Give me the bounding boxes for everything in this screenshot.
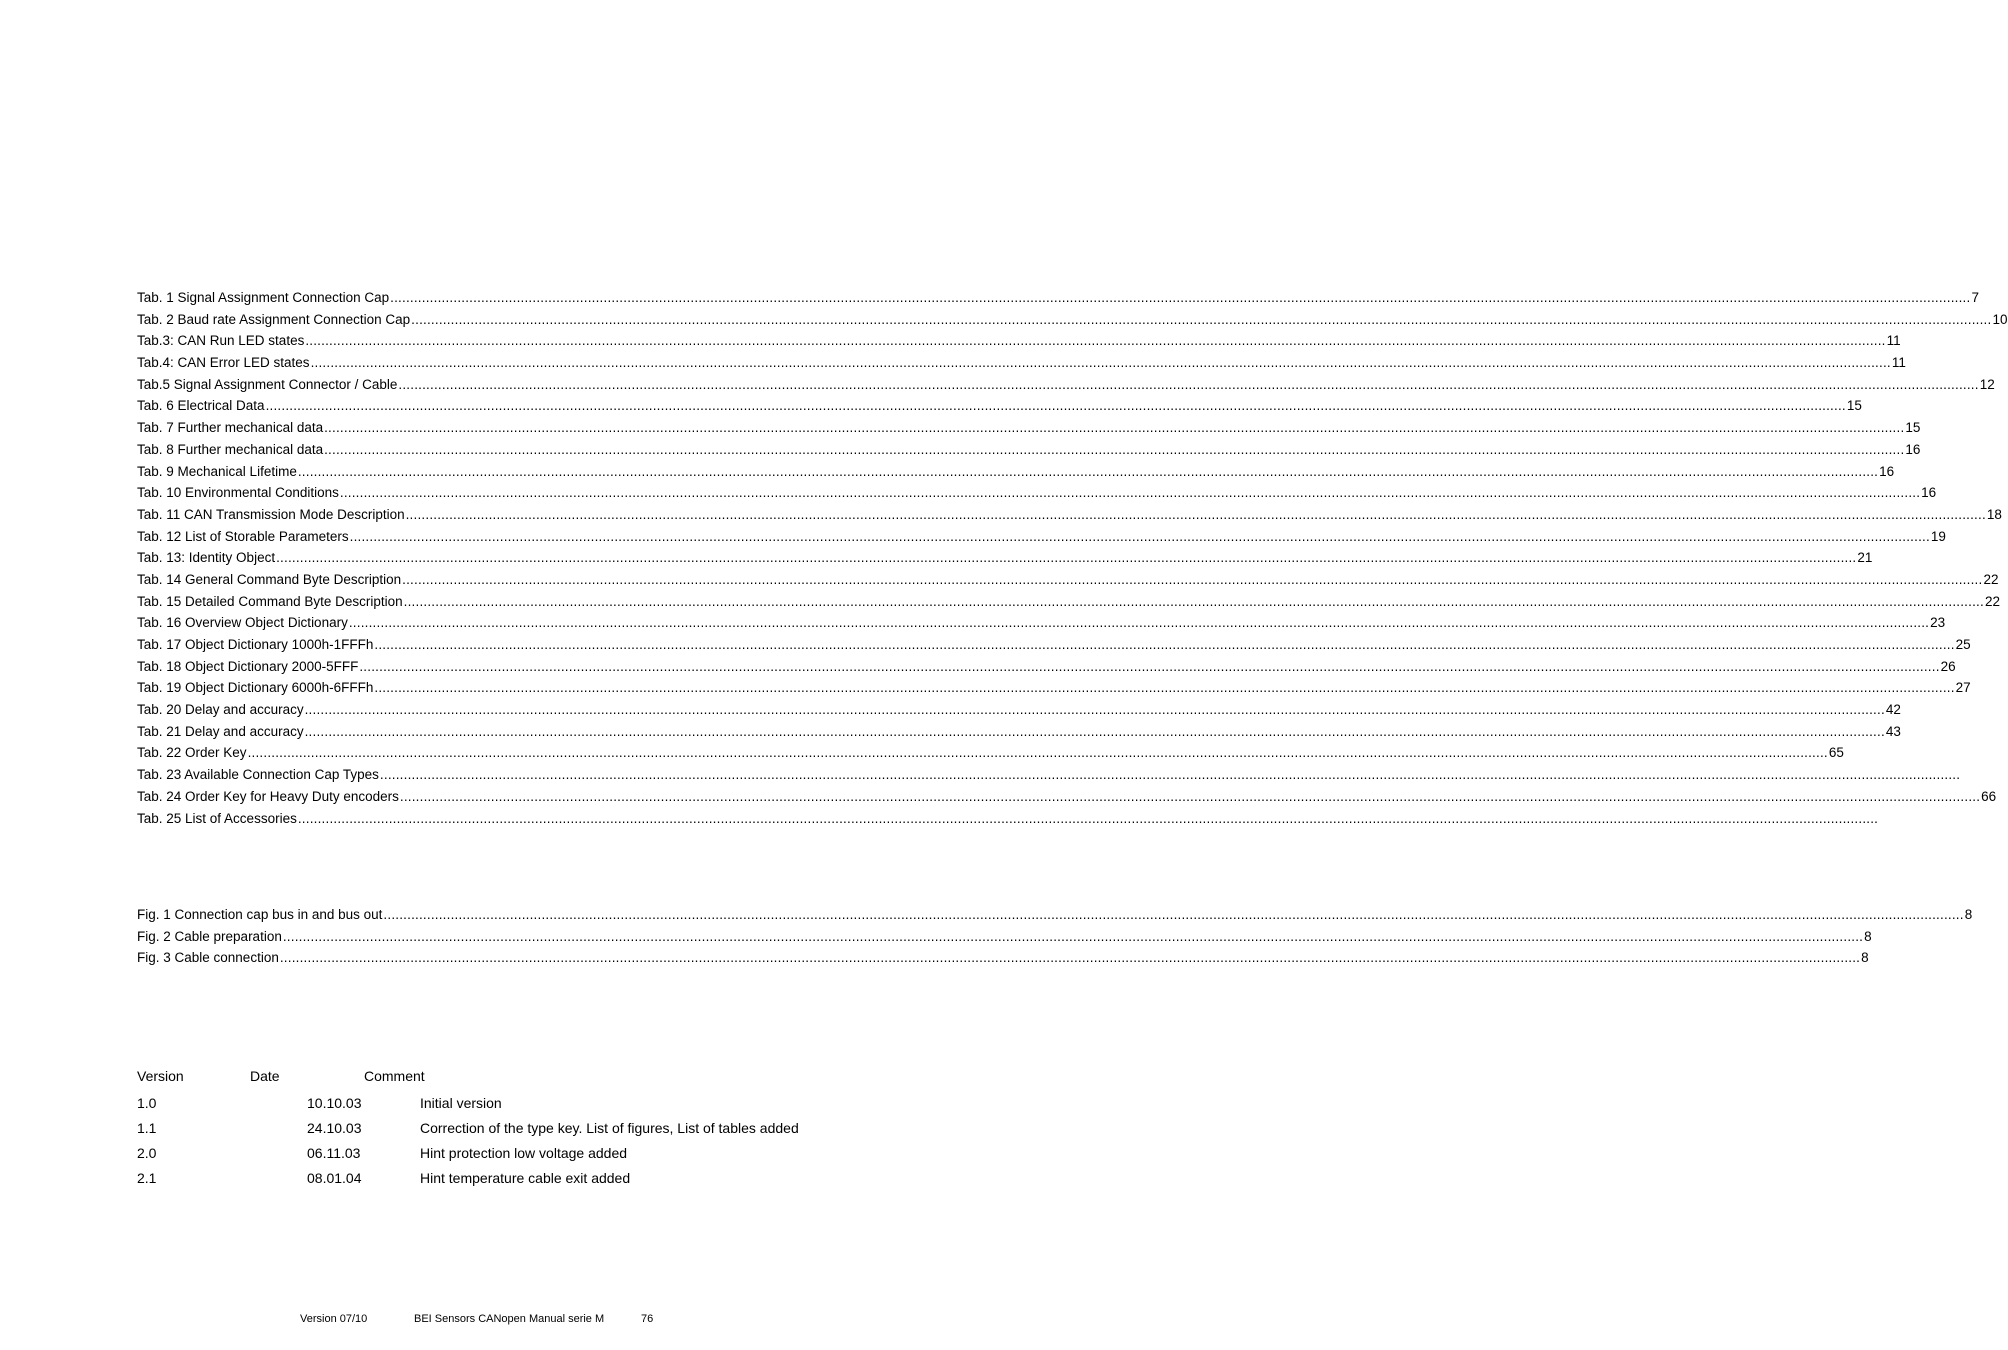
revision-date: 10.10.03 [307, 1095, 362, 1111]
list-of-tables [137, 287, 2008, 829]
toc-entry-page: 15 [1846, 398, 1862, 414]
toc-entry-title: Tab.5 Signal Assignment Connector / Cable [137, 376, 398, 392]
revision-row [137, 1116, 827, 1141]
toc-entry-title: Tab. 19 Object Dictionary 6000h-6FFFh [137, 680, 374, 696]
toc-entry[interactable] [137, 904, 1973, 926]
dot-leader: ................................................................................................................................................................................................................................................................................................................................................................................................................ [379, 767, 1961, 783]
toc-entry-title: Fig. 2 Cable preparation [137, 928, 282, 944]
toc-entry[interactable] [137, 699, 1901, 721]
toc-entry-page: 7 [1971, 290, 1979, 305]
dot-leader: ................................................................................................................................................................................................................................................................................................................................................................................................................ [374, 680, 1955, 696]
footer-manual-title: BEI Sensors CANopen Manual serie M [414, 1313, 605, 1325]
toc-entry-title: Tab. 13: Identity Object [137, 550, 276, 566]
toc-entry-title: Tab. 22 Order Key [137, 745, 247, 761]
toc-entry[interactable] [137, 309, 2008, 331]
toc-entry-title: Tab. 16 Overview Object Dictionary [137, 615, 348, 631]
toc-entry-page: 16 [1879, 463, 1895, 479]
toc-entry[interactable] [137, 634, 1971, 656]
dot-leader: ................................................................................................................................................................................................................................................................................................................................................................................................................ [405, 506, 1986, 522]
toc-entry-page: 66 [1981, 788, 1997, 804]
toc-entry-page: 18 [1986, 506, 2002, 522]
dot-leader: ................................................................................................................................................................................................................................................................................................................................................................................................................ [304, 702, 1885, 718]
dot-leader: ................................................................................................................................................................................................................................................................................................................................................................................................................ [297, 463, 1879, 479]
toc-entry[interactable] [137, 808, 1879, 830]
toc-entry[interactable] [137, 677, 1971, 699]
dot-leader: ................................................................................................................................................................................................................................................................................................................................................................................................................ [304, 723, 1885, 739]
toc-entry-title: Tab. 9 Mechanical Lifetime [137, 463, 297, 479]
dot-leader: ................................................................................................................................................................................................................................................................................................................................................................................................................ [359, 658, 1940, 674]
revision-comment: Hint protection low voltage added [420, 1145, 628, 1161]
toc-entry-page: 22 [1984, 593, 2000, 609]
dot-leader: ................................................................................................................................................................................................................................................................................................................................................................................................................ [279, 950, 1861, 966]
toc-entry-page: 19 [1930, 528, 1946, 544]
toc-entry-title: Tab. 6 Electrical Data [137, 398, 265, 414]
dot-leader: ................................................................................................................................................................................................................................................................................................................................................................................................................ [282, 928, 1864, 944]
toc-entry-page: 23 [1930, 615, 1946, 631]
toc-entry[interactable] [137, 526, 1946, 548]
dot-leader: ................................................................................................................................................................................................................................................................................................................................................................................................................ [324, 420, 1905, 436]
dot-leader: ................................................................................................................................................................................................................................................................................................................................................................................................................ [276, 550, 1857, 566]
toc-entry-page: 15 [1905, 420, 1921, 436]
toc-entry[interactable] [137, 287, 1979, 309]
revision-comment: Correction of the type key. List of figures, List of tables added [420, 1120, 799, 1136]
toc-entry-title: Tab. 8 Further mechanical data [137, 441, 324, 457]
revision-row [137, 1091, 827, 1116]
toc-entry-page: 26 [1940, 658, 1956, 674]
revision-version: 2.1 [137, 1170, 157, 1186]
toc-entry[interactable] [137, 742, 1844, 764]
toc-entry[interactable] [137, 352, 1906, 374]
toc-entry[interactable] [137, 656, 1956, 678]
toc-entry-page: 65 [1828, 745, 1844, 761]
toc-entry[interactable] [137, 591, 2000, 613]
dot-leader: ................................................................................................................................................................................................................................................................................................................................................................................................................ [411, 311, 1992, 327]
toc-entry-title: Tab.4: CAN Error LED states [137, 355, 310, 371]
dot-leader: ................................................................................................................................................................................................................................................................................................................................................................................................................ [402, 571, 1983, 587]
header-version: Version [137, 1068, 184, 1084]
dot-leader: ................................................................................................................................................................................................................................................................................................................................................................................................................ [265, 398, 1846, 414]
toc-entry-title: Tab. 14 General Command Byte Description [137, 571, 402, 587]
dot-leader: ................................................................................................................................................................................................................................................................................................................................................................................................................ [348, 615, 1930, 631]
toc-entry-title: Tab.3: CAN Run LED states [137, 333, 305, 349]
footer-page-number: 76 [641, 1313, 654, 1325]
dot-leader: ................................................................................................................................................................................................................................................................................................................................................................................................................ [297, 810, 1879, 826]
dot-leader: ................................................................................................................................................................................................................................................................................................................................................................................................................ [339, 485, 1921, 501]
toc-entry-title: Tab. 24 Order Key for Heavy Duty encoders [137, 788, 399, 804]
toc-entry-page: 8 [1861, 950, 1869, 966]
revision-row [137, 1141, 827, 1166]
revision-row [137, 1166, 827, 1191]
dot-leader: ................................................................................................................................................................................................................................................................................................................................................................................................................ [247, 745, 1828, 761]
toc-entry-page: 27 [1955, 680, 1971, 696]
toc-entry-title: Tab. 17 Object Dictionary 1000h-1FFFh [137, 637, 374, 652]
dot-leader: ................................................................................................................................................................................................................................................................................................................................................................................................................ [324, 441, 1905, 457]
toc-entry-page: 8 [1864, 928, 1872, 944]
toc-entry[interactable] [137, 764, 1961, 786]
dot-leader: ................................................................................................................................................................................................................................................................................................................................................................................................................ [349, 528, 1930, 544]
toc-entry[interactable] [137, 374, 1995, 396]
footer-version: Version 07/10 [300, 1313, 368, 1325]
dot-leader: ................................................................................................................................................................................................................................................................................................................................................................................................................ [383, 907, 1964, 922]
toc-entry-title: Tab. 20 Delay and accuracy [137, 702, 304, 718]
toc-entry[interactable] [137, 721, 1901, 743]
toc-entry[interactable] [137, 482, 1937, 504]
page-footer [0, 1311, 954, 1327]
toc-entry[interactable] [137, 926, 1872, 948]
toc-entry[interactable] [137, 947, 1869, 969]
toc-entry-page: 16 [1921, 485, 1937, 501]
toc-entry-page: 11 [1891, 355, 1906, 371]
toc-entry-title: Tab. 23 Available Connection Cap Types [137, 767, 379, 783]
toc-entry[interactable] [137, 547, 1873, 569]
toc-entry[interactable] [137, 330, 1901, 352]
toc-entry-title: Tab. 10 Environmental Conditions [137, 485, 339, 501]
toc-entry[interactable] [137, 417, 1921, 439]
toc-entry-page: 25 [1955, 637, 1971, 652]
toc-entry-page: 16 [1905, 441, 1921, 457]
revision-history-header [137, 1066, 827, 1086]
toc-entry[interactable] [137, 504, 2002, 526]
revision-comment: Hint temperature cable exit added [420, 1170, 631, 1186]
dot-leader: ................................................................................................................................................................................................................................................................................................................................................................................................................ [398, 376, 1979, 392]
toc-entry-title: Fig. 3 Cable connection [137, 950, 279, 966]
toc-entry-page: 22 [1983, 571, 1999, 587]
toc-entry-title: Tab. 11 CAN Transmission Mode Description [137, 506, 405, 522]
toc-entry-title: Tab. 21 Delay and accuracy [137, 723, 304, 739]
toc-entry[interactable] [137, 786, 1997, 808]
revision-version: 2.0 [137, 1145, 157, 1161]
revision-date: 08.01.04 [307, 1170, 362, 1186]
toc-entry-title: Tab. 7 Further mechanical data [137, 420, 324, 436]
revision-version: 1.0 [137, 1095, 157, 1111]
toc-entry-page: 21 [1857, 550, 1873, 566]
toc-entry-title: Tab. 1 Signal Assignment Connection Cap [137, 290, 390, 305]
revision-comment: Initial version [420, 1095, 502, 1111]
header-comment: Comment [364, 1068, 425, 1084]
toc-entry-page: 42 [1885, 702, 1901, 718]
toc-entry[interactable] [137, 612, 1946, 634]
toc-entry[interactable] [137, 439, 1921, 461]
toc-entry-title: Tab. 25 List of Accessories [137, 810, 297, 826]
toc-entry[interactable] [137, 569, 1999, 591]
toc-entry-title: Tab. 15 Detailed Command Byte Description [137, 593, 403, 609]
revision-date: 06.11.03 [307, 1145, 361, 1161]
dot-leader: ................................................................................................................................................................................................................................................................................................................................................................................................................ [305, 333, 1886, 349]
toc-entry-title: Tab. 2 Baud rate Assignment Connection Cap [137, 311, 411, 327]
dot-leader: ................................................................................................................................................................................................................................................................................................................................................................................................................ [310, 355, 1891, 371]
toc-entry[interactable] [137, 461, 1895, 483]
header-date: Date [250, 1068, 280, 1084]
dot-leader: ................................................................................................................................................................................................................................................................................................................................................................................................................ [374, 637, 1955, 652]
toc-entry-page: 11 [1886, 333, 1901, 349]
list-of-figures [137, 904, 1973, 969]
toc-entry-title: Fig. 1 Connection cap bus in and bus out [137, 907, 383, 922]
toc-entry[interactable] [137, 395, 1862, 417]
toc-entry-title: Tab. 12 List of Storable Parameters [137, 528, 349, 544]
dot-leader: ................................................................................................................................................................................................................................................................................................................................................................................................................ [390, 290, 1971, 305]
toc-entry-title: Tab. 18 Object Dictionary 2000-5FFF [137, 658, 359, 674]
toc-entry-page: 43 [1885, 723, 1901, 739]
toc-entry-page: 10 [1992, 311, 2008, 327]
revision-date: 24.10.03 [307, 1120, 362, 1136]
revision-history [137, 1066, 827, 1191]
dot-leader: ................................................................................................................................................................................................................................................................................................................................................................................................................ [399, 788, 1981, 804]
toc-entry-page: 12 [1979, 376, 1995, 392]
revision-version: 1.1 [137, 1120, 157, 1136]
toc-entry-page: 8 [1964, 907, 1973, 922]
dot-leader: ................................................................................................................................................................................................................................................................................................................................................................................................................ [403, 593, 1984, 609]
